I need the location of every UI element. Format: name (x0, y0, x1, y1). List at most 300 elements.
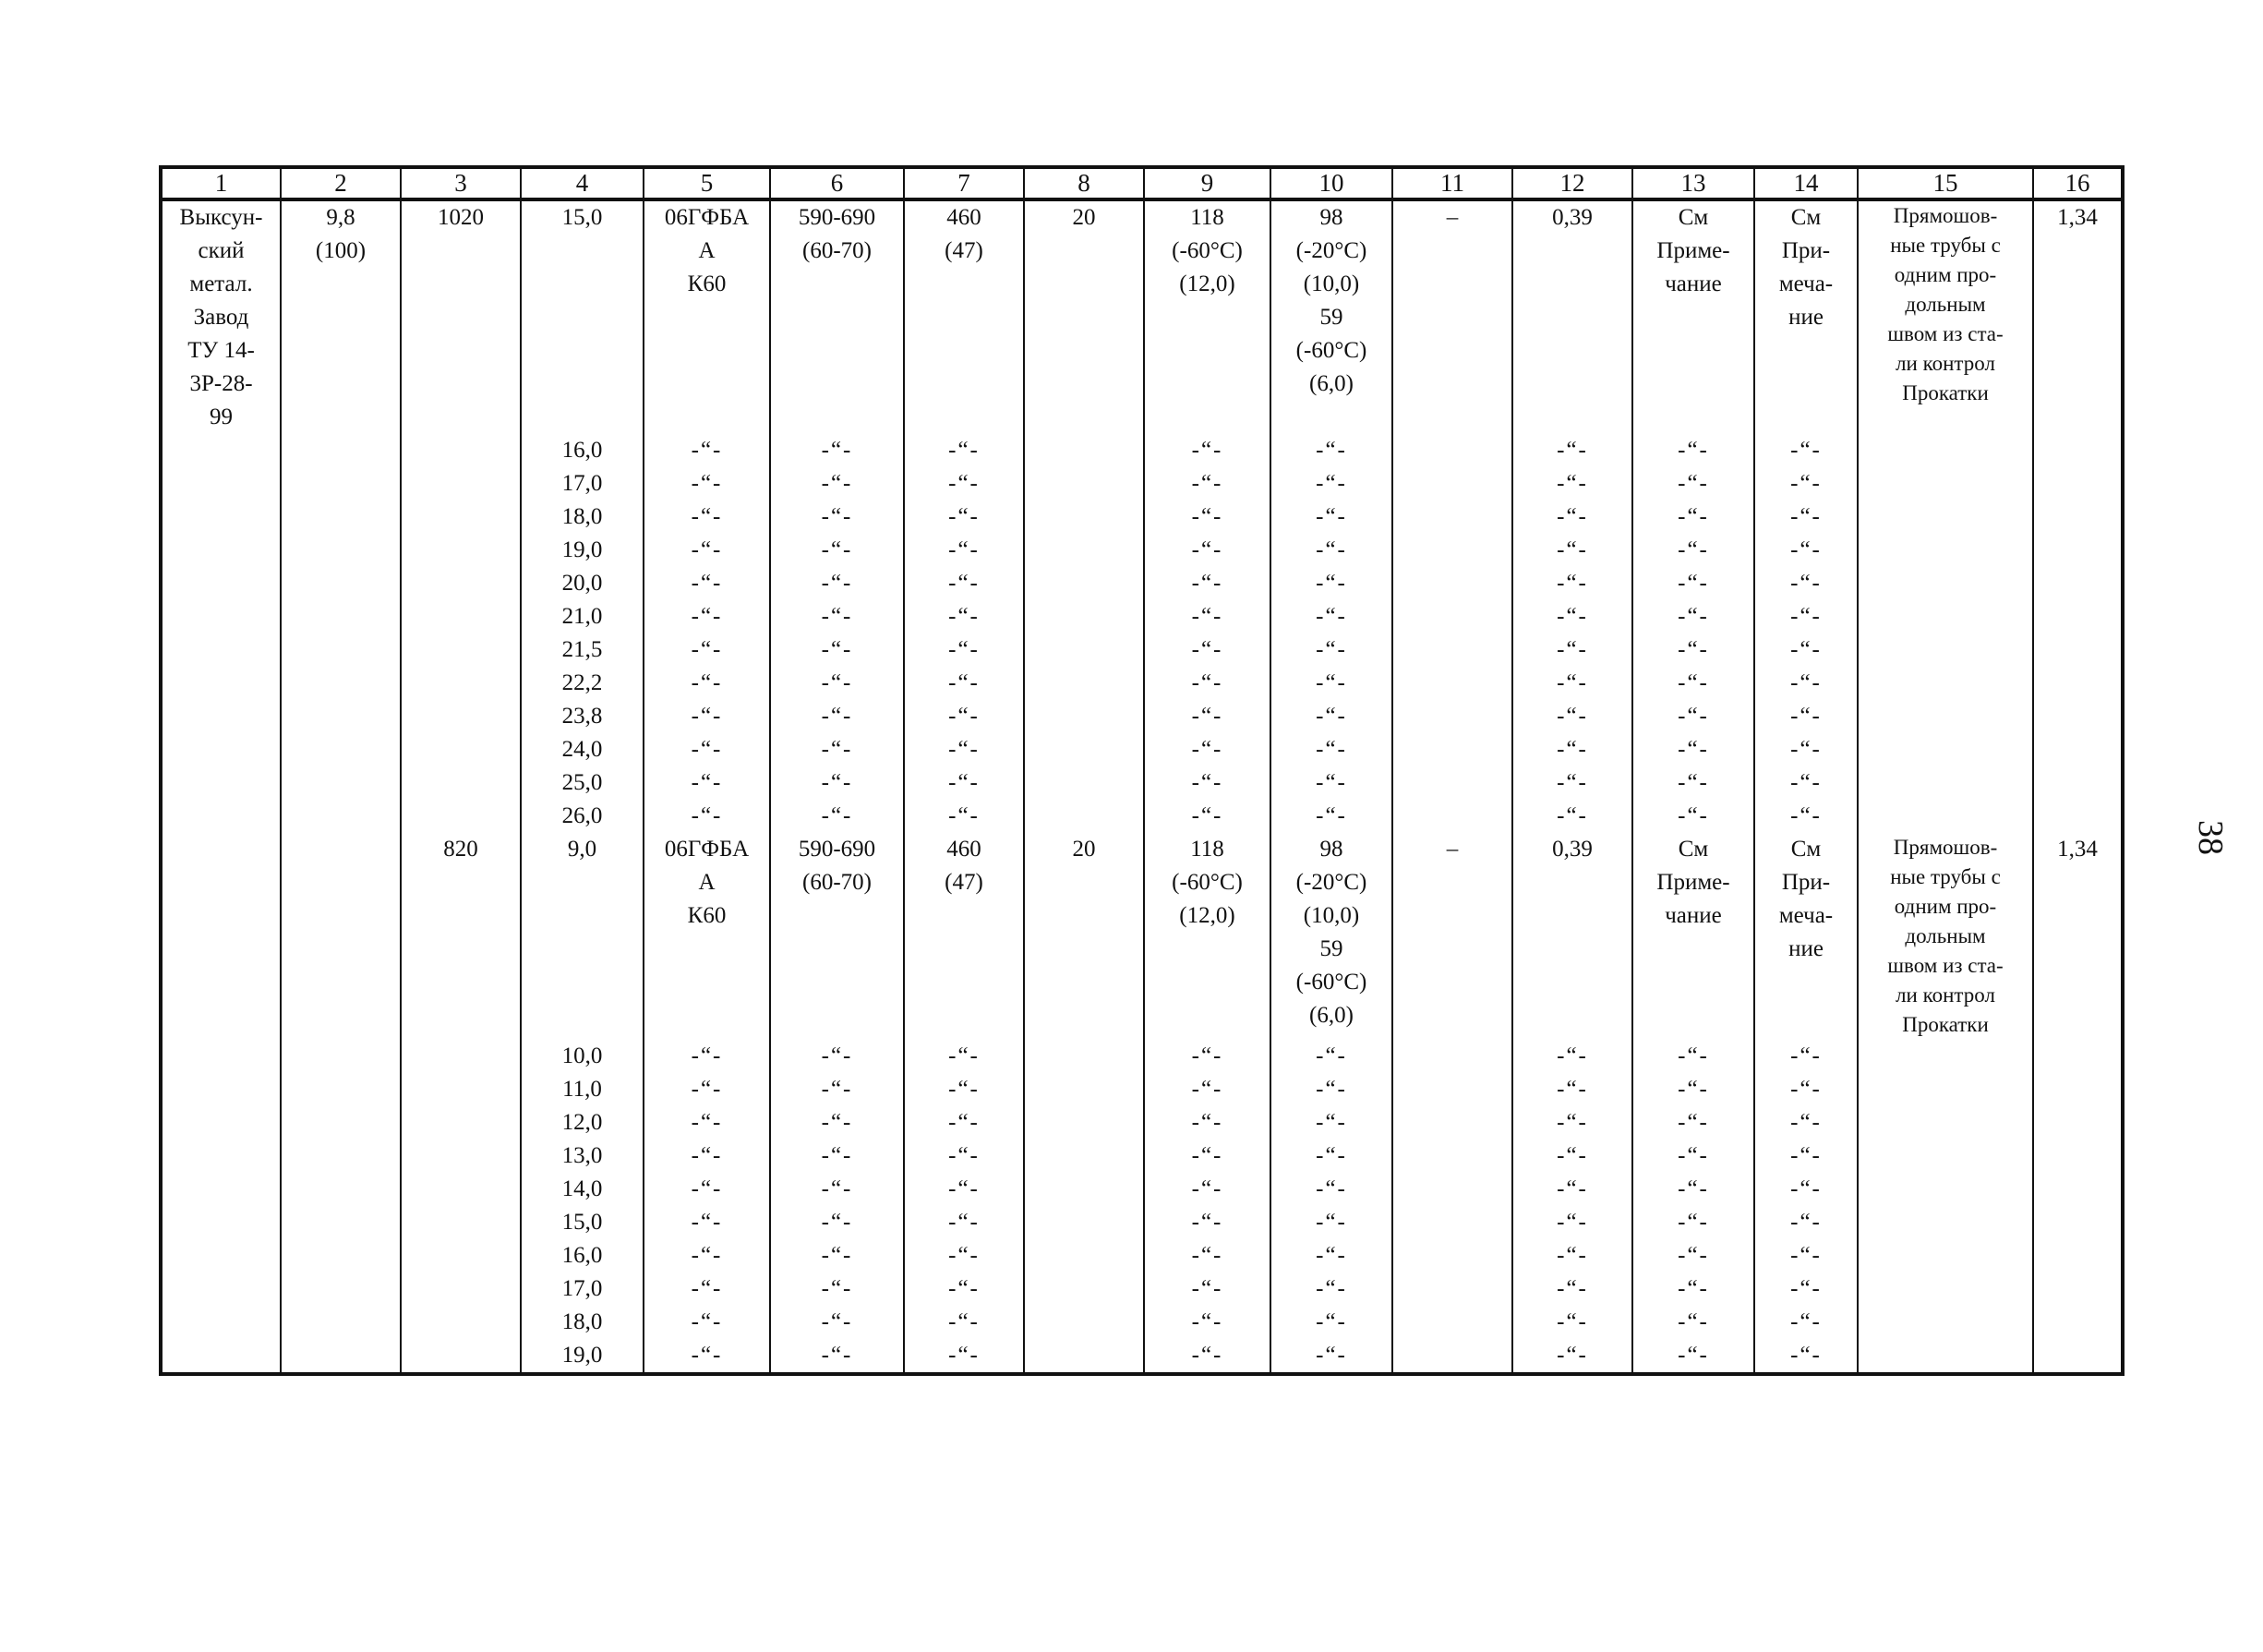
ditto-mark: -“- (948, 504, 980, 529)
text-line: 17,0 (561, 1276, 603, 1301)
ditto-mark: -“- (948, 537, 980, 562)
ditto-column (1144, 1040, 1270, 1374)
text-line: 06ГФБА (664, 205, 750, 230)
pipe-spec-table (159, 165, 2125, 1376)
text-line: 18,0 (561, 1309, 603, 1334)
text-line: 26,0 (561, 803, 603, 828)
ditto-mark: -“- (1316, 737, 1347, 762)
col11-cell (1392, 833, 1512, 1040)
ditto-mark: -“- (1790, 1077, 1822, 1102)
ditto-mark: -“- (1557, 737, 1588, 762)
impact-cell (1144, 833, 1270, 1040)
ditto-mark: -“- (1678, 1143, 1709, 1168)
ditto-mark: -“- (1191, 704, 1223, 729)
col11-cell (1392, 199, 1512, 434)
ditto-mark: -“- (821, 571, 853, 596)
text-line: дольным (1905, 924, 1986, 947)
col-header: 3 (401, 167, 521, 199)
ditto-mark: -“- (1790, 770, 1822, 795)
ditto-mark: -“- (1191, 438, 1223, 463)
ditto-mark: -“- (1557, 1309, 1588, 1334)
text-line: 16,0 (561, 438, 603, 463)
text-line: 59 (1319, 305, 1343, 330)
ditto-mark: -“- (1790, 471, 1822, 496)
ditto-mark: -“- (1678, 1309, 1709, 1334)
ditto-mark: -“- (1790, 604, 1822, 629)
ditto-mark: -“- (1790, 1343, 1822, 1368)
ditto-mark: -“- (948, 438, 980, 463)
text-line: (-60°С) (1172, 870, 1243, 895)
text-line: 19,0 (561, 1343, 603, 1368)
ditto-mark: -“- (948, 1276, 980, 1301)
coefficient-cell (2033, 199, 2123, 434)
text-line: 18,0 (561, 504, 603, 529)
text-line: 9,8 (326, 205, 355, 230)
ditto-mark: -“- (821, 1077, 853, 1102)
text-line: дольным (1905, 293, 1986, 316)
ditto-column (1144, 434, 1270, 833)
ditto-column (904, 434, 1024, 833)
text-line: К60 (687, 903, 727, 928)
text-line: одним про- (1894, 895, 1997, 918)
ditto-mark: -“- (1316, 770, 1347, 795)
ditto-mark: -“- (1790, 1176, 1822, 1201)
text-line: 820 (443, 837, 478, 862)
text-line: швом из ста- (1887, 954, 2004, 977)
manufacturer-cell (161, 199, 281, 434)
text-line: А (698, 870, 716, 895)
ditto-mark: -“- (1316, 438, 1347, 463)
coefficient-cell (2033, 833, 2123, 1040)
ditto-mark: -“- (1557, 670, 1588, 695)
ditto-mark: -“- (1191, 1143, 1223, 1168)
ditto-mark: -“- (821, 637, 853, 662)
ditto-column (1512, 434, 1632, 833)
ditto-mark: -“- (1191, 1110, 1223, 1135)
ditto-mark: -“- (821, 670, 853, 695)
ditto-mark: -“- (948, 704, 980, 729)
ditto-mark: -“- (948, 1110, 980, 1135)
ditto-mark: -“- (691, 770, 723, 795)
text-line: См (1678, 837, 1709, 862)
ditto-mark: -“- (948, 637, 980, 662)
tensile-cell (770, 199, 904, 434)
ditto-mark: -“- (1557, 803, 1588, 828)
ditto-mark: -“- (821, 1210, 853, 1235)
col-header: 12 (1512, 167, 1632, 199)
ditto-mark: -“- (821, 1309, 853, 1334)
ditto-column (770, 1040, 904, 1374)
note-cell (1632, 833, 1754, 1040)
text-line: 98 (1319, 205, 1343, 230)
ditto-mark: -“- (948, 770, 980, 795)
ditto-mark: -“- (821, 1176, 853, 1201)
ditto-mark: -“- (1191, 1276, 1223, 1301)
ditto-mark: -“- (691, 704, 723, 729)
text-line: 25,0 (561, 770, 603, 795)
ditto-mark: -“- (821, 1343, 853, 1368)
ditto-mark: -“- (691, 1043, 723, 1068)
ditto-mark: -“- (821, 537, 853, 562)
ditto-mark: -“- (1316, 604, 1347, 629)
ditto-mark: -“- (948, 471, 980, 496)
text-line: ский (198, 238, 245, 263)
ditto-mark: -“- (691, 1143, 723, 1168)
ditto-mark: -“- (1316, 803, 1347, 828)
ditto-mark: -“- (1557, 471, 1588, 496)
ditto-mark: -“- (1678, 571, 1709, 596)
ditto-mark: -“- (1557, 604, 1588, 629)
ditto-mark: -“- (1316, 1276, 1347, 1301)
ditto-mark: -“- (1191, 1210, 1223, 1235)
ditto-column (1632, 434, 1754, 833)
ditto-mark: -“- (1678, 1210, 1709, 1235)
text-line: К60 (687, 271, 727, 296)
ditto-mark: -“- (948, 604, 980, 629)
col-header: 7 (904, 167, 1024, 199)
ditto-mark: -“- (691, 604, 723, 629)
col-header: 10 (1270, 167, 1392, 199)
ditto-mark: -“- (1316, 1176, 1347, 1201)
ditto-mark: -“- (1557, 1276, 1588, 1301)
ditto-mark: -“- (691, 1309, 723, 1334)
description-cell (1858, 199, 2033, 434)
ditto-mark: -“- (1678, 1176, 1709, 1201)
text-line: 15,0 (561, 1210, 603, 1235)
ditto-mark: -“- (948, 1143, 980, 1168)
ditto-mark: -“- (1678, 737, 1709, 762)
text-line: 14,0 (561, 1176, 603, 1201)
tensile-cell (770, 833, 904, 1040)
ditto-mark: -“- (1316, 1043, 1347, 1068)
text-line: – (1446, 205, 1459, 230)
text-line: ние (1788, 305, 1824, 330)
ditto-mark: -“- (691, 471, 723, 496)
impact-2-cell (1270, 199, 1392, 434)
col-header: 6 (770, 167, 904, 199)
ditto-mark: -“- (1790, 803, 1822, 828)
text-line: 21,5 (561, 637, 603, 662)
ditto-column (644, 1040, 770, 1374)
text-line: См (1790, 837, 1822, 862)
ditto-mark: -“- (691, 1077, 723, 1102)
page-number: 38 (2191, 820, 2230, 855)
ditto-mark: -“- (1790, 537, 1822, 562)
ditto-column (1270, 1040, 1392, 1374)
ditto-mark: -“- (1790, 704, 1822, 729)
text-line: (10,0) (1303, 903, 1360, 928)
text-line: 13,0 (561, 1143, 603, 1168)
col-header: 14 (1754, 167, 1858, 199)
ditto-mark: -“- (948, 737, 980, 762)
ditto-mark: -“- (1557, 1343, 1588, 1368)
col-header: 16 (2033, 167, 2123, 199)
text-line: чание (1665, 271, 1722, 296)
text-line: ли контрол (1896, 983, 1995, 1007)
col-header: 13 (1632, 167, 1754, 199)
text-line: 590-690 (798, 205, 876, 230)
ditto-mark: -“- (1191, 1343, 1223, 1368)
ditto-mark: -“- (691, 571, 723, 596)
ditto-mark: -“- (1678, 1043, 1709, 1068)
text-line: (100) (315, 238, 367, 263)
ditto-mark: -“- (821, 1243, 853, 1268)
text-line: 20 (1072, 837, 1096, 862)
ditto-mark: -“- (1557, 1176, 1588, 1201)
ditto-mark: -“- (1191, 670, 1223, 695)
yield-cell (904, 833, 1024, 1040)
ditto-mark: -“- (1191, 571, 1223, 596)
text-line: меча- (1778, 903, 1834, 928)
text-line: Выксун- (179, 205, 263, 230)
text-line: 17,0 (561, 471, 603, 496)
ditto-mark: -“- (1316, 1210, 1347, 1235)
ditto-mark: -“- (1316, 1309, 1347, 1334)
text-line: чание (1665, 903, 1722, 928)
ditto-mark: -“- (1678, 1077, 1709, 1102)
ditto-mark: -“- (691, 504, 723, 529)
text-line: 21,0 (561, 604, 603, 629)
steel-grade-cell (644, 199, 770, 434)
note-2-cell (1754, 199, 1858, 434)
ditto-mark: -“- (1191, 537, 1223, 562)
text-line: (-20°С) (1295, 238, 1367, 263)
ditto-mark: -“- (1191, 1077, 1223, 1102)
ditto-mark: -“- (1678, 537, 1709, 562)
text-line: 22,2 (561, 670, 603, 695)
ditto-mark: -“- (948, 1309, 980, 1334)
text-line: (47) (945, 238, 983, 263)
text-line: Завод (193, 305, 249, 330)
ditto-mark: -“- (1790, 504, 1822, 529)
ditto-mark: -“- (1790, 670, 1822, 695)
text-line: (-60°С) (1295, 338, 1367, 363)
ditto-mark: -“- (1678, 1343, 1709, 1368)
ditto-mark: -“- (1678, 438, 1709, 463)
text-line: Прокатки (1902, 1013, 1989, 1036)
thickness-list (521, 434, 644, 833)
ditto-mark: -“- (948, 803, 980, 828)
ditto-mark: -“- (1316, 471, 1347, 496)
text-line: Прямошов- (1893, 204, 1998, 227)
ditto-mark: -“- (1191, 604, 1223, 629)
ditto-mark: -“- (691, 537, 723, 562)
ditto-mark: -“- (821, 770, 853, 795)
ditto-mark: -“- (1678, 604, 1709, 629)
text-line: Прокатки (1902, 381, 1989, 404)
col-header: 8 (1024, 167, 1144, 199)
ditto-mark: -“- (1557, 1143, 1588, 1168)
ditto-mark: -“- (1557, 1110, 1588, 1135)
ditto-mark: -“- (1191, 1309, 1223, 1334)
ditto-mark: -“- (691, 737, 723, 762)
text-line: 1020 (438, 205, 484, 230)
table-row (161, 199, 2123, 434)
text-line: ТУ 14- (187, 338, 255, 363)
ditto-mark: -“- (948, 1043, 980, 1068)
ditto-mark: -“- (1191, 803, 1223, 828)
ditto-mark: -“- (1316, 704, 1347, 729)
header-row (161, 167, 2123, 199)
text-line: 99 (210, 404, 233, 429)
ditto-mark: -“- (1191, 504, 1223, 529)
text-line: 9,0 (567, 837, 597, 862)
col-header: 15 (1858, 167, 2033, 199)
text-line: – (1446, 837, 1459, 862)
ditto-mark: -“- (1191, 637, 1223, 662)
thickness-cell (521, 199, 644, 434)
ditto-mark: -“- (1191, 1043, 1223, 1068)
text-line: 12,0 (561, 1110, 603, 1135)
ditto-mark: -“- (1790, 737, 1822, 762)
ditto-mark: -“- (821, 1043, 853, 1068)
ditto-mark: -“- (1678, 471, 1709, 496)
text-line: 3Р-28- (189, 371, 253, 396)
text-line: (47) (945, 870, 983, 895)
ditto-mark: -“- (1790, 1043, 1822, 1068)
ditto-column (1512, 1040, 1632, 1374)
ditto-mark: -“- (1557, 1210, 1588, 1235)
ditto-column (644, 434, 770, 833)
table-row (161, 833, 2123, 1040)
ditto-mark: -“- (1678, 770, 1709, 795)
ditto-mark: -“- (691, 803, 723, 828)
carbon-eq-cell (1512, 199, 1632, 434)
ditto-mark: -“- (821, 604, 853, 629)
ditto-mark: -“- (821, 471, 853, 496)
text-line: ные трубы с (1890, 865, 2001, 888)
text-line: (60-70) (802, 238, 872, 263)
text-line: 20,0 (561, 571, 603, 596)
ditto-mark: -“- (1678, 1243, 1709, 1268)
text-line: меча- (1778, 271, 1834, 296)
ditto-column (1270, 434, 1392, 833)
text-line: 460 (946, 205, 981, 230)
ditto-mark: -“- (1790, 571, 1822, 596)
text-line: 15,0 (561, 205, 603, 230)
ditto-mark: -“- (1557, 504, 1588, 529)
ditto-mark: -“- (1316, 1143, 1347, 1168)
ditto-mark: -“- (821, 737, 853, 762)
text-line: При- (1781, 870, 1831, 895)
ditto-mark: -“- (1557, 637, 1588, 662)
text-line: Прямошов- (1893, 836, 1998, 859)
col-header: 4 (521, 167, 644, 199)
text-line: 06ГФБА (664, 837, 750, 862)
text-line: 24,0 (561, 737, 603, 762)
ditto-mark: -“- (691, 670, 723, 695)
ditto-column (1754, 1040, 1858, 1374)
ditto-mark: -“- (1678, 637, 1709, 662)
text-line: См (1790, 205, 1822, 230)
col-header: 9 (1144, 167, 1270, 199)
ditto-mark: -“- (821, 438, 853, 463)
ditto-mark: -“- (691, 1110, 723, 1135)
ditto-mark: -“- (1191, 1243, 1223, 1268)
ditto-mark: -“- (1790, 1243, 1822, 1268)
ditto-mark: -“- (821, 1110, 853, 1135)
ditto-mark: -“- (948, 670, 980, 695)
elongation-cell (1024, 833, 1144, 1040)
text-line: 1,34 (2057, 837, 2098, 862)
description-cell (1858, 833, 2033, 1040)
ditto-mark: -“- (1790, 1309, 1822, 1334)
ditto-mark: -“- (1790, 438, 1822, 463)
col-header: 2 (281, 167, 401, 199)
text-line: 20 (1072, 205, 1096, 230)
ditto-mark: -“- (1557, 770, 1588, 795)
ditto-mark: -“- (948, 1343, 980, 1368)
text-line: 0,39 (1552, 205, 1593, 230)
text-line: (6,0) (1309, 1003, 1354, 1028)
ditto-mark: -“- (1557, 537, 1588, 562)
text-line: 23,8 (561, 704, 603, 729)
ditto-mark: -“- (1678, 1276, 1709, 1301)
pressure-cell (281, 199, 401, 434)
steel-grade-cell (644, 833, 770, 1040)
thickness-list (521, 1040, 644, 1374)
ditto-mark: -“- (1316, 1110, 1347, 1135)
text-line: При- (1781, 238, 1831, 263)
text-line: Приме- (1656, 238, 1730, 263)
table-row (161, 434, 2123, 833)
ditto-mark: -“- (1557, 1077, 1588, 1102)
text-line: (10,0) (1303, 271, 1360, 296)
ditto-mark: -“- (821, 1143, 853, 1168)
ditto-mark: -“- (1316, 670, 1347, 695)
text-line: (60-70) (802, 870, 872, 895)
ditto-mark: -“- (1316, 504, 1347, 529)
text-line: (12,0) (1179, 271, 1235, 296)
text-line: 590-690 (798, 837, 876, 862)
text-line: 59 (1319, 936, 1343, 961)
text-line: швом из ста- (1887, 322, 2004, 345)
ditto-mark: -“- (1678, 704, 1709, 729)
text-line: ние (1788, 936, 1824, 961)
text-line: 460 (946, 837, 981, 862)
ditto-mark: -“- (1790, 637, 1822, 662)
text-line: (6,0) (1309, 371, 1354, 396)
ditto-mark: -“- (948, 1077, 980, 1102)
ditto-mark: -“- (691, 438, 723, 463)
ditto-mark: -“- (821, 504, 853, 529)
text-line: А (698, 238, 716, 263)
text-line: 1,34 (2057, 205, 2098, 230)
elongation-cell (1024, 199, 1144, 434)
thickness-cell (521, 833, 644, 1040)
text-line: одним про- (1894, 263, 1997, 286)
text-line: (12,0) (1179, 903, 1235, 928)
ditto-mark: -“- (1316, 1243, 1347, 1268)
ditto-mark: -“- (691, 1176, 723, 1201)
diameter-cell (401, 833, 521, 1040)
text-line: 10,0 (561, 1043, 603, 1068)
text-line: 11,0 (562, 1077, 602, 1102)
ditto-mark: -“- (1316, 1343, 1347, 1368)
ditto-mark: -“- (1316, 571, 1347, 596)
ditto-mark: -“- (948, 1243, 980, 1268)
ditto-mark: -“- (691, 1276, 723, 1301)
ditto-mark: -“- (821, 803, 853, 828)
ditto-mark: -“- (1316, 537, 1347, 562)
col-header: 1 (161, 167, 281, 199)
col-header: 11 (1392, 167, 1512, 199)
col-header: 5 (644, 167, 770, 199)
text-line: (-60°С) (1295, 970, 1367, 995)
ditto-mark: -“- (1191, 471, 1223, 496)
ditto-mark: -“- (691, 1210, 723, 1235)
ditto-mark: -“- (1678, 670, 1709, 695)
